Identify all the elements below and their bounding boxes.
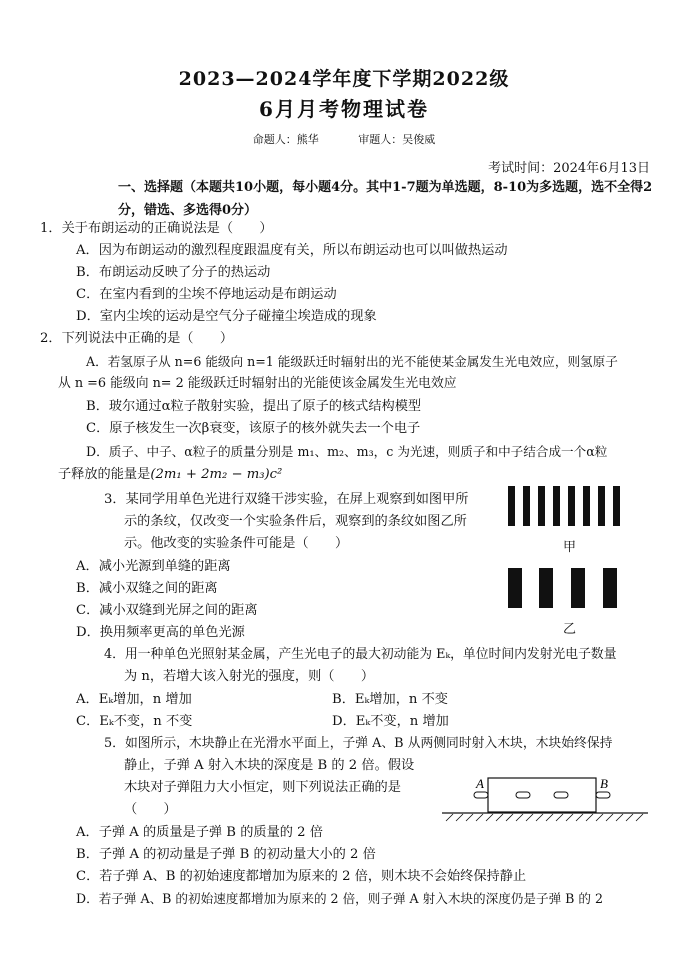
q1-option-a: A．因为布朗运动的激烈程度跟温度有关，所以布朗运动也可以叫做热运动 (76, 243, 508, 258)
q4-stem-line2: 为 n，若增大该入射光的强度，则（ ） (124, 669, 375, 684)
q1-option-d: D．室内尘埃的运动是空气分子碰撞尘埃造成的现象 (76, 309, 377, 324)
reviewer-label: 审题人：吴俊威 (358, 133, 436, 146)
binding-energy-formula: (2m₁ + 2m₂ − m₃)c² (150, 467, 283, 482)
q3-stem-line3: 示。他改变的实验条件可能是（ ） (124, 536, 349, 551)
q4-stem-line1: 4．用一种单色光照射某金属，产生光电子的最大初动能为 Eₖ，单位时间内发射光电子数量 (104, 647, 617, 662)
q4-option-a: A．Eₖ增加，n 增加 (76, 692, 192, 707)
q3-stem-line2: 示的条纹，仅改变一个实验条件后，观察到的条纹如图乙所 (124, 514, 467, 529)
q4-option-b: B．Eₖ增加，n 不变 (332, 692, 448, 707)
q5-option-a: A．子弹 A 的质量是子弹 B 的质量的 2 倍 (76, 825, 323, 840)
q5-option-b: B．子弹 A 的初动量是子弹 B 的初动量大小的 2 倍 (76, 847, 376, 862)
q1-stem: 1．关于布朗运动的正确说法是（ ） (40, 221, 273, 236)
q2-option-a-line2: 从 n =6 能级向 n= 2 能级跃迁时辐射出的光能使该金属发生光电效应 (58, 376, 457, 391)
q5-stem-line4: （ ） (124, 802, 177, 817)
author-label: 命题人：熊华 (252, 133, 319, 146)
q3-option-a: A．减小光源到单缝的距离 (76, 559, 231, 574)
q3-option-b: B．减小双缝之间的距离 (76, 581, 218, 596)
interference-fringe-figure (505, 484, 635, 634)
author-line (0, 131, 688, 147)
exam-time: 考试时间：2024年6月13日 (488, 161, 650, 176)
q1-option-c: C．在室内看到的尘埃不停地运动是布朗运动 (76, 287, 337, 302)
exam-title: 2023—2024学年度下学期2022级 (178, 68, 510, 90)
q2-option-d-prefix: 子释放的能量是 (58, 467, 151, 482)
bullet-block-figure (440, 772, 650, 832)
q3-stem-line1: 3．某同学用单色光进行双缝干涉实验，在屏上观察到如图甲所 (104, 492, 469, 507)
q2-option-a-line1: A．若氢原子从 n=6 能级向 n=1 能级跃迁时辐射出的光不能使某金属发生光电效应，则氢原子 (86, 354, 618, 369)
q5-option-d: D．若子弹 A、B 的初始速度都增加为原来的 2 倍，则子弹 A 射入木块的深度仍是子弹 B 的 2 (76, 891, 604, 906)
section-heading: 一、选择题（本题共10小题，每小题4分。其中1-7题为单选题，8-10为多选题，选不全得2分，错选、多选得0分） (118, 180, 653, 218)
ground-hatching (446, 814, 643, 821)
bullet-b-label: B (600, 776, 608, 791)
q2-option-c: C．原子核发生一次β衰变，该原子的核外就失去一个电子 (86, 421, 421, 436)
q2-option-d-line1: D．质子、中子、α粒子的质量分别是 m₁、m₂、m₃，c 为光速，则质子和中子结合成一个α粒 (86, 444, 608, 459)
figure-label-yi: 乙 (563, 622, 577, 637)
q1-option-b: B．布朗运动反映了分子的热运动 (76, 265, 271, 280)
q5-stem-line3: 木块对子弹阻力大小恒定，则下列说法正确的是 (124, 780, 401, 795)
q2-option-b: B．玻尔通过α粒子散射实验，提出了原子的核式结构模型 (86, 399, 422, 414)
q5-option-c: C．若子弹 A、B 的初始速度都增加为原来的 2 倍，则木块不会始终保持静止 (76, 869, 527, 884)
bullet-a-label: A (476, 776, 484, 791)
q3-option-d: D．换用频率更高的单色光源 (76, 625, 245, 640)
fringe-pattern-yi (508, 568, 617, 608)
fringe-pattern-jia (508, 486, 620, 526)
wooden-block (488, 778, 596, 812)
q2-option-d-line2 (58, 464, 282, 486)
exam-subtitle: 6月月考物理试卷 (259, 97, 429, 121)
q4-option-c: C．Eₖ不变，n 不变 (76, 714, 193, 729)
q2-stem: 2．下列说法中正确的是（ ） (40, 331, 234, 346)
q5-stem-line2: 静止，子弹 A 射入木块的深度是 B 的 2 倍。假设 (124, 758, 415, 773)
figure-label-jia: 甲 (563, 540, 577, 555)
q4-option-d: D．Eₖ不变，n 增加 (332, 714, 449, 729)
q5-stem-line1: 5．如图所示，木块静止在光滑水平面上，子弹 A、B 从两侧同时射入木块，木块始终保持 (104, 736, 613, 751)
q3-option-c: C．减小双缝到光屏之间的距离 (76, 603, 258, 618)
